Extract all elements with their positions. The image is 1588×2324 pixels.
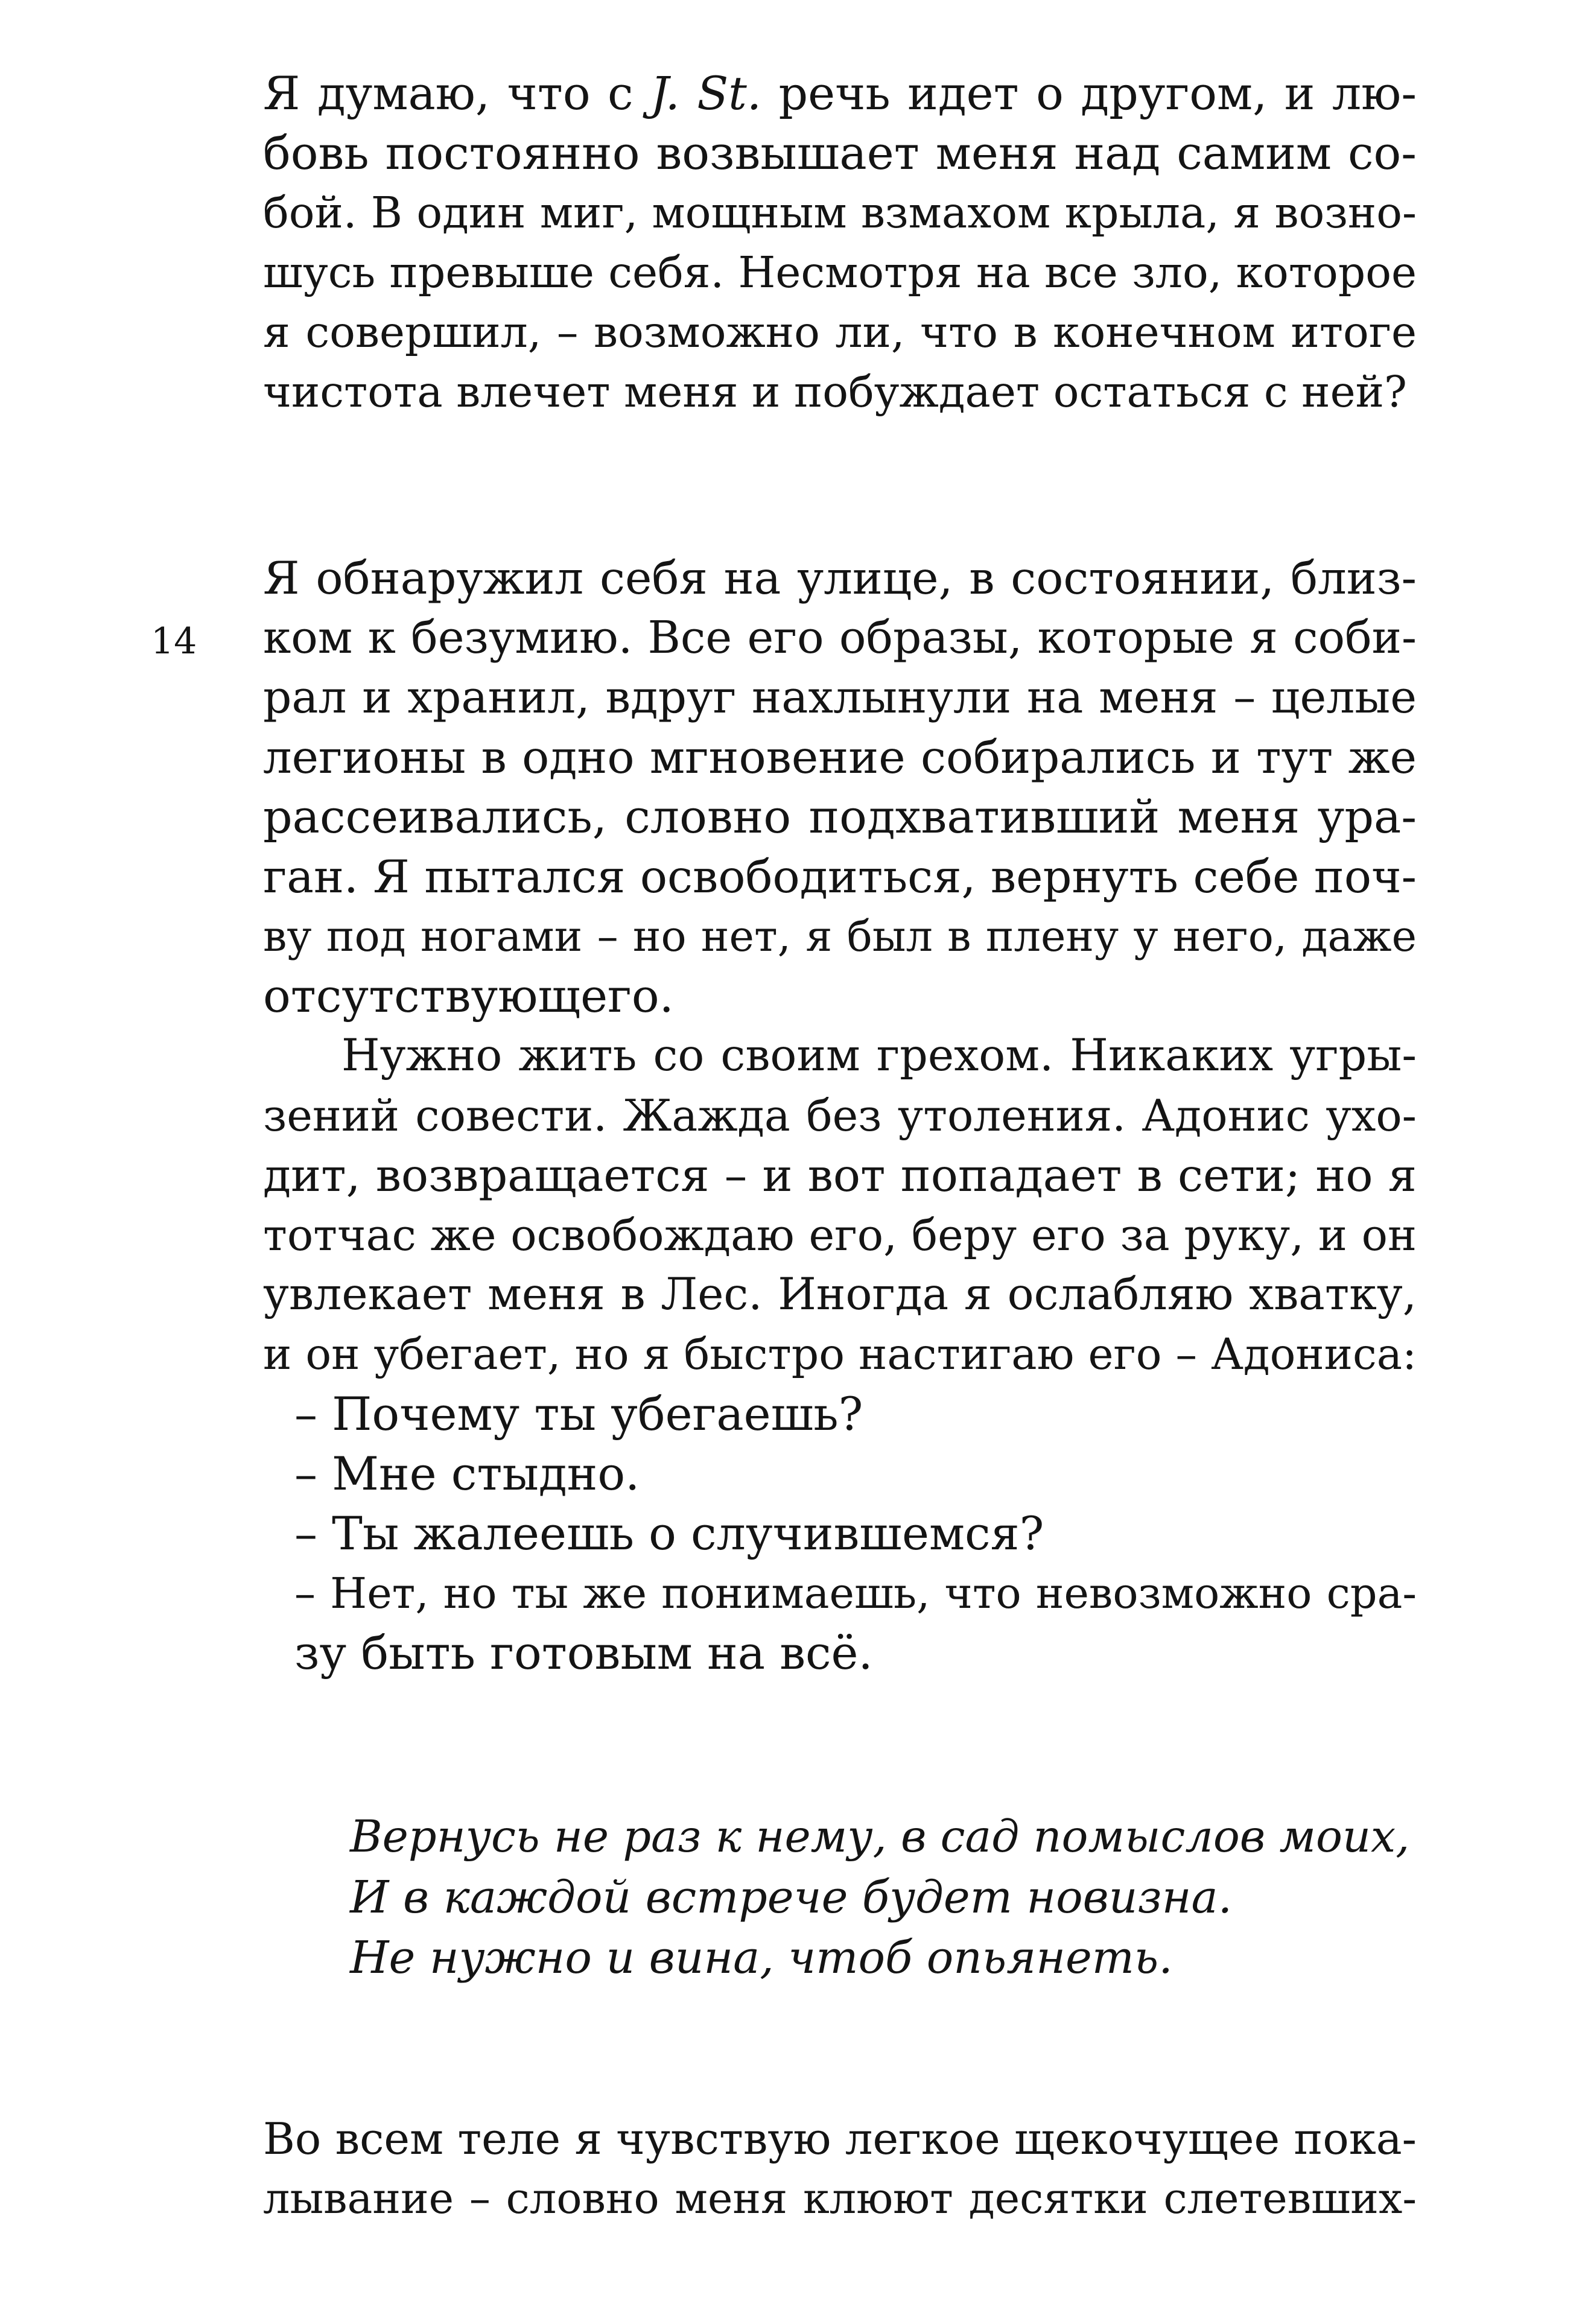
- paragraph-1-line-4: шусь превыше себя. Несмотря на все зло, которое: [263, 247, 1417, 297]
- paragraph-1-line-1: Я думаю, что с J. St. речь идет о другом, и лю-: [263, 66, 1417, 120]
- paragraph-2-line-8: отсутствующего.: [263, 969, 674, 1023]
- paragraph-2-line-2: ком к безумию. Все его образы, которые я соби-: [263, 612, 1417, 664]
- paragraph-2-line-7: ву под ногами – но нет, я был в плену у него, даже: [263, 912, 1417, 961]
- page-number: 14: [151, 620, 197, 662]
- paragraph-2-line-4: легионы в одно мгновение собирались и тут же: [263, 731, 1417, 784]
- verse-line-3: Не нужно и вина, чтоб опьянеть.: [350, 1932, 1173, 1984]
- paragraph-4-line-2: лывание – словно меня клюют десятки слетевших-: [263, 2174, 1417, 2223]
- paragraph-4-line-1: Во всем теле я чувствую легкое щекочущее пока-: [263, 2113, 1417, 2164]
- paragraph-3-line-6: и он убегает, но я быстро настигаю его – Адониса:: [263, 1329, 1417, 1379]
- paragraph-3-line-3: дит, возвращается – и вот попадает в сети; но я: [263, 1149, 1417, 1202]
- paragraph-1-line-2: бовь постоянно возвышает меня над самим со-: [263, 126, 1417, 180]
- verse-line-2: И в каждой встрече будет новизна.: [350, 1872, 1233, 1923]
- dialogue-line-3: – Ты жалеешь о случившемся?: [294, 1506, 1044, 1560]
- paragraph-3-line-1: Нужно жить со своим грехом. Никаких угры-: [341, 1030, 1417, 1081]
- paragraph-1-line-3: бой. В один миг, мощным взмахом крыла, я возно-: [263, 188, 1417, 238]
- dialogue-line-4: – Нет, но ты же понимаешь, что невозможно сра-: [294, 1569, 1417, 1618]
- italic-initials: J. St.: [650, 66, 762, 120]
- paragraph-1-line-6: чистота влечет меня и побуждает остаться с ней?: [263, 367, 1407, 417]
- paragraph-3-line-4: тотчас же освобождаю его, беру его за руку, и он: [263, 1210, 1417, 1260]
- paragraph-2-line-5: рассеивались, словно подхвативший меня ура-: [263, 790, 1417, 843]
- paragraph-3-line-2: зений совести. Жажда без утоления. Адонис ухо-: [263, 1090, 1417, 1141]
- verse-line-1: Вернусь не раз к нему, в сад помыслов моих,: [350, 1811, 1410, 1862]
- paragraph-1-line-5: я совершил, – возможно ли, что в конечном итоге: [263, 307, 1417, 357]
- paragraph-2-line-1: Я обнаружил себя на улице, в состоянии, близ-: [263, 551, 1417, 605]
- dialogue-line-1: – Почему ты убегаешь?: [294, 1387, 863, 1441]
- paragraph-2-line-3: рал и хранил, вдруг нахлынули на меня – целые: [263, 671, 1417, 723]
- paragraph-3-line-5: увлекает меня в Лес. Иногда я ослабляю хватку,: [263, 1269, 1417, 1320]
- dialogue-line-5: зу быть готовым на всё.: [294, 1626, 873, 1680]
- paragraph-2-line-6: ган. Я пытался освободиться, вернуть себе поч-: [263, 850, 1417, 903]
- dialogue-line-2: – Мне стыдно.: [294, 1447, 640, 1500]
